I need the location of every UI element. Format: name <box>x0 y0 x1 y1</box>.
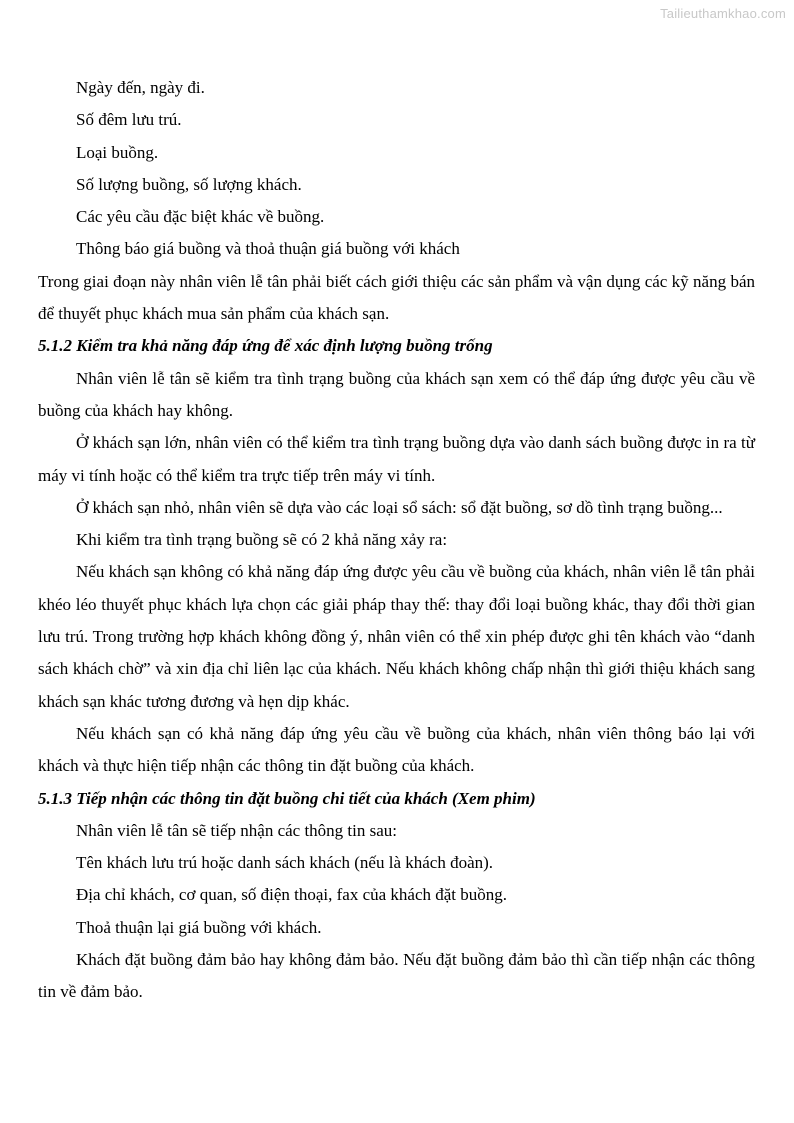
list-item-arrival-departure: Ngày đến, ngày đi. <box>76 78 205 97</box>
list-item-special-requests: Các yêu cầu đặc biệt khác về buồng. <box>76 207 325 227</box>
list-item-room-type: Loại buồng. <box>76 142 159 162</box>
paragraph-large-hotel: Ở khách sạn lớn, nhân viên có thể kiểm tra tình trạng buồng dựa vào danh sách buồng được in ra từ máy vi tính hoặc có thể kiểm tra trực tiếp trên máy vi tính. <box>38 433 755 485</box>
list-item-guest-name: Tên khách lưu trú hoặc danh sách khách (nếu là khách đoàn). <box>76 853 494 873</box>
list-item-nights: Số đêm lưu trú. <box>76 110 182 130</box>
list-item-price-agreement: Thông báo giá buồng và thoả thuận giá buồng với khách <box>76 239 460 259</box>
list-item-room-guest-count: Số lượng buồng, số lượng khách. <box>76 174 302 194</box>
watermark: Tailieuthamkhao.com <box>660 6 786 21</box>
paragraph-small-hotel: Ở khách sạn nhỏ, nhân viên sẽ dựa vào các loại sổ sách: sổ đặt buồng, sơ dồ tình trạng buồng... <box>76 497 723 517</box>
paragraph-two-cases: Khi kiểm tra tình trạng buồng sẽ có 2 khả năng xảy ra: <box>76 530 448 550</box>
paragraph-receive-info: Nhân viên lễ tân sẽ tiếp nhận các thông tin sau: <box>76 820 398 840</box>
section-heading-5-1-2: 5.1.2 Kiểm tra khả năng đáp ứng để xác định lượng buồng trống <box>38 336 493 356</box>
list-item-reconfirm-price: Thoả thuận lại giá buồng với khách. <box>76 917 322 937</box>
paragraph-guaranteed-booking: Khách đặt buồng đảm bảo hay không đảm bảo. Nếu đặt buồng đảm bảo thì cần tiếp nhận các thông tin về đảm bảo. <box>38 950 755 1002</box>
paragraph-sales-skills: Trong giai đoạn này nhân viên lễ tân phải biết cách giới thiệu các sản phẩm và vận dụng các kỹ năng bán để thuyết phục khách mua sản phẩm của khách sạn. <box>38 271 755 324</box>
paragraph-check-status: Nhân viên lễ tân sẽ kiểm tra tình trạng buồng của khách sạn xem có thể đáp ứng được yêu cầu về buồng của khách hay không. <box>38 368 755 420</box>
document-body <box>38 72 755 1009</box>
paragraph-case-available: Nếu khách sạn có khả năng đáp ứng yêu cầu về buồng của khách, nhân viên thông báo lại với khách và thực hiện tiếp nhận các thông tin đặt buồng của khách. <box>38 723 755 776</box>
paragraph-case-unavailable: Nếu khách sạn không có khả năng đáp ứng được yêu cầu về buồng của khách, nhân viên lễ tân phải khéo léo thuyết phục khách lựa chọn các giải pháp thay thế: thay đổi loại buồng khác, thay đổi thời gian lưu trú. Trong trường hợp khách không đồng ý, nhân viên có thể xin phép được ghi tên khách vào “danh sách khách chờ” và xin địa chỉ liên lạc của khách. Nếu khách không chấp nhận thì giới thiệu khách sang khách sạn khác tương đương và hẹn dịp khác. <box>38 562 755 711</box>
section-heading-5-1-3: 5.1.3 Tiếp nhận các thông tin đặt buồng chi tiết của khách (Xem phim) <box>38 788 536 808</box>
list-item-address: Địa chỉ khách, cơ quan, số điện thoại, fax của khách đặt buồng. <box>76 885 508 905</box>
